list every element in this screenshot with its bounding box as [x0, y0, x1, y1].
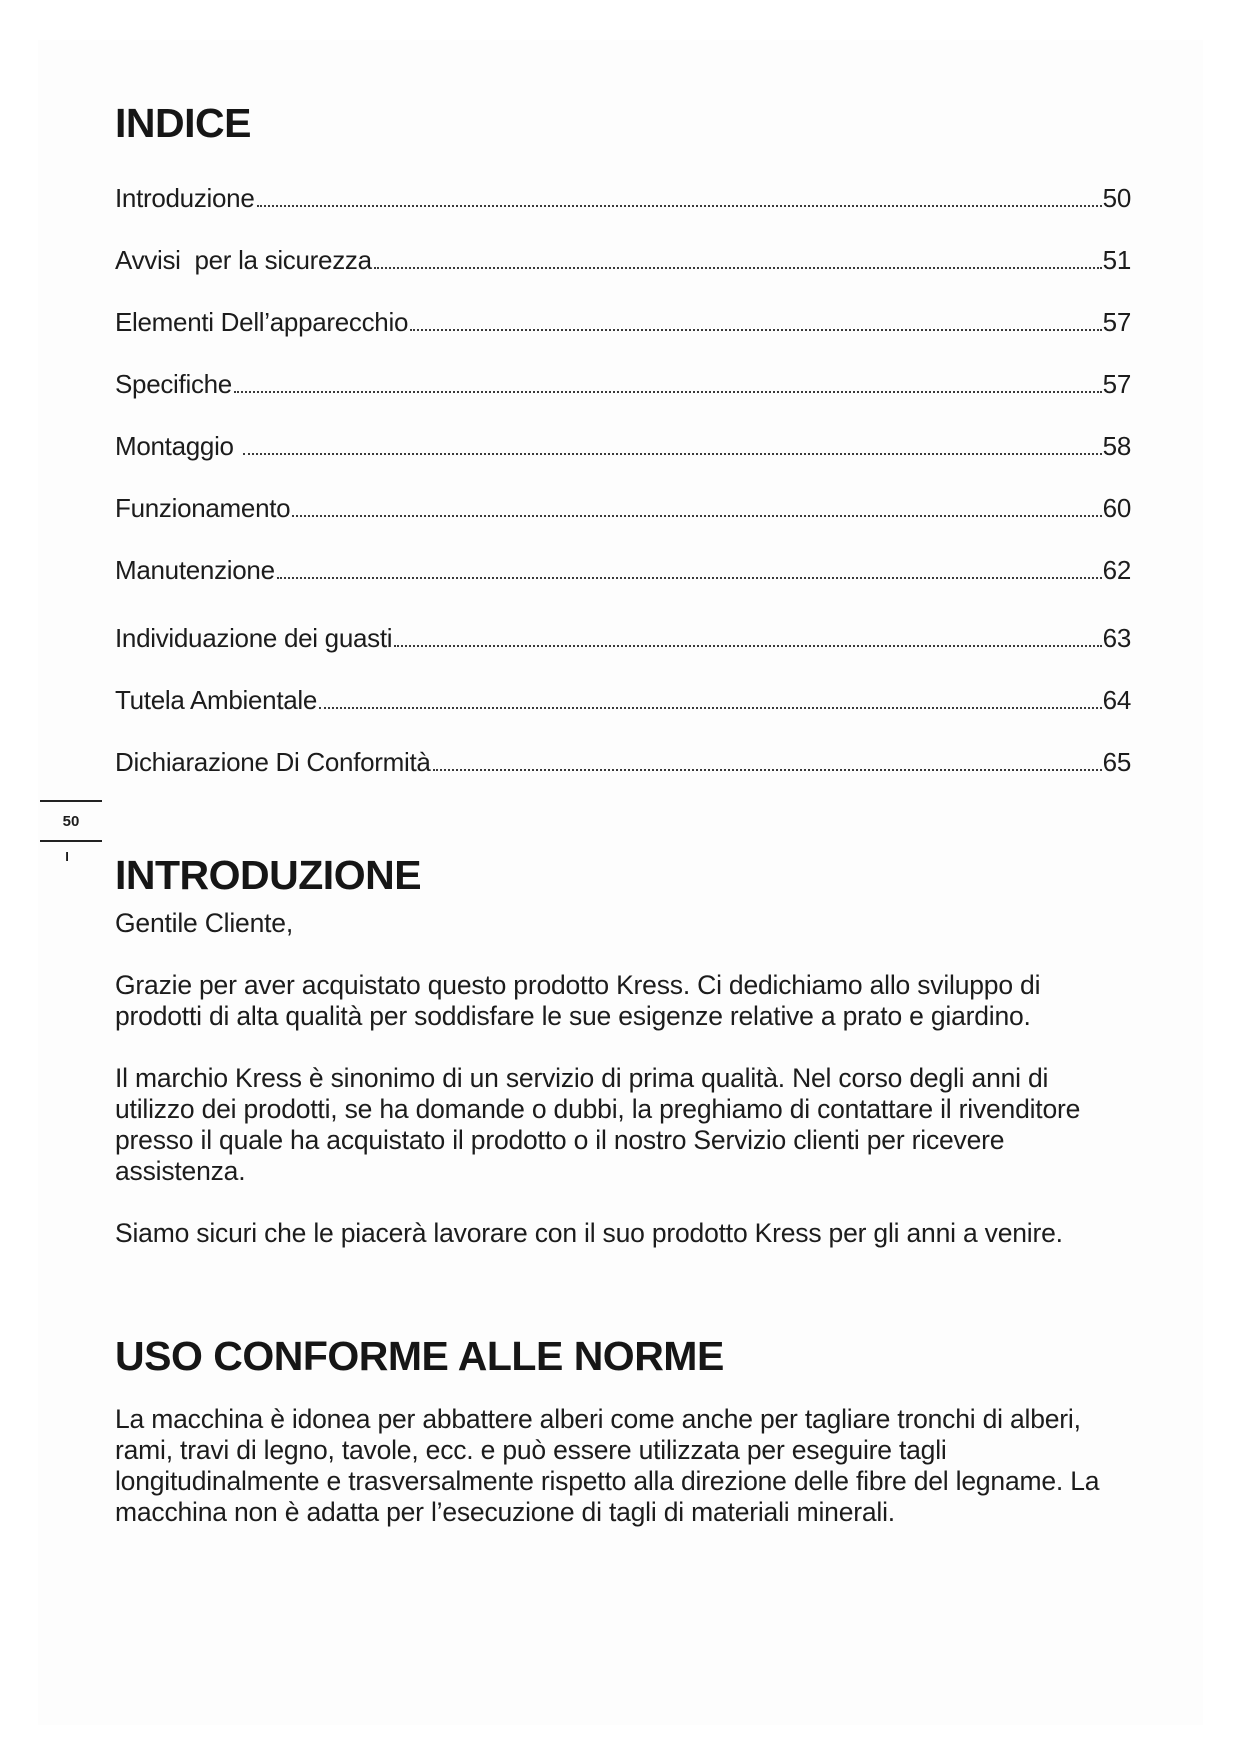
margin-page-number: 50: [62, 813, 80, 830]
toc-dot-leader: [410, 329, 1102, 331]
toc-entry[interactable]: [115, 552, 1131, 586]
toc-entry[interactable]: [115, 180, 1131, 214]
toc-dot-leader: [234, 391, 1102, 393]
toc-entry-page: 60: [1102, 493, 1131, 523]
toc-entry-label: Manutenzione: [115, 555, 275, 585]
toc-entry-label: Tutela Ambientale: [115, 685, 318, 715]
toc-dot-leader: [257, 205, 1102, 207]
index-title: INDICE: [115, 100, 251, 146]
margin-page-tab: [40, 800, 102, 864]
intro-paragraph: Siamo sicuri che le piacerà lavorare con il suo prodotto Kress per gli anni a venire.: [115, 1218, 1063, 1248]
toc-entry-label: Funzionamento: [115, 493, 291, 523]
toc-dot-leader: [277, 577, 1102, 579]
margin-rule-bottom: [40, 840, 102, 842]
toc-entry-page: 65: [1102, 747, 1131, 777]
toc-dot-leader: [292, 515, 1101, 517]
toc-dot-leader: [374, 267, 1102, 269]
toc-entry-page: 57: [1102, 307, 1131, 337]
uso-conforme-paragraph: La macchina è idonea per abbattere alberi come anche per tagliare tronchi di alberi, rami, travi di legno, tavole, ecc. e può essere utilizzata per eseguire tagli longitudinalmente e trasversalmente rispetto alla direzione delle fibre del legname. La macchina non è adatta per l’esecuzione di tagli di materiali minerali.: [115, 1404, 1100, 1527]
toc-entry[interactable]: [115, 682, 1131, 716]
toc-entry-page: 63: [1102, 623, 1131, 653]
toc-entry[interactable]: [115, 620, 1131, 654]
toc-dot-leader: [433, 769, 1102, 771]
toc-entry-label: Elementi Dell’apparecchio: [115, 307, 409, 337]
intro-paragraph: Il marchio Kress è sinonimo di un servizio di prima qualità. Nel corso degli anni di utilizzo dei prodotti, se ha domande o dubbi, la preghiamo di contattare il rivenditore presso il quale ha acquistato il prodotto o il nostro Servizio clienti per ricevere assistenza.: [115, 1063, 1081, 1186]
toc-entry[interactable]: [115, 242, 1131, 276]
toc-entry[interactable]: [115, 744, 1131, 778]
toc-entry[interactable]: [115, 490, 1131, 524]
uso-conforme-title: USO CONFORME ALLE NORME: [115, 1333, 724, 1379]
toc-entry-page: 50: [1102, 183, 1131, 213]
toc-entry-label: Introduzione: [115, 183, 255, 213]
toc-dot-leader: [394, 645, 1101, 647]
toc-entry-label: Dichiarazione Di Conformità: [115, 747, 431, 777]
toc-entry-page: 58: [1102, 431, 1131, 461]
salutation: Gentile Cliente,: [115, 908, 293, 938]
toc-entry-page: 62: [1102, 555, 1131, 585]
toc-entry[interactable]: [115, 304, 1131, 338]
toc-dot-leader: [319, 707, 1102, 709]
toc-entry-label: Montaggio: [115, 431, 241, 461]
toc-entry[interactable]: [115, 428, 1131, 462]
toc-entry-label: Specifiche: [115, 369, 232, 399]
toc-entry[interactable]: [115, 366, 1131, 400]
toc-dot-leader: [243, 453, 1102, 455]
margin-language-code: I: [65, 849, 69, 864]
toc-entry-label: Avvisi per la sicurezza: [115, 245, 372, 275]
toc-entry-label: Individuazione dei guasti: [115, 623, 393, 653]
introduzione-title: INTRODUZIONE: [115, 852, 422, 898]
toc-entry-page: 51: [1102, 245, 1131, 275]
toc-entry-page: 57: [1102, 369, 1131, 399]
toc-entry-page: 64: [1102, 685, 1131, 715]
intro-paragraph: Grazie per aver acquistato questo prodotto Kress. Ci dedichiamo allo sviluppo di prodotti di alta qualità per soddisfare le sue esigenze relative a prato e giardino.: [115, 970, 1041, 1031]
